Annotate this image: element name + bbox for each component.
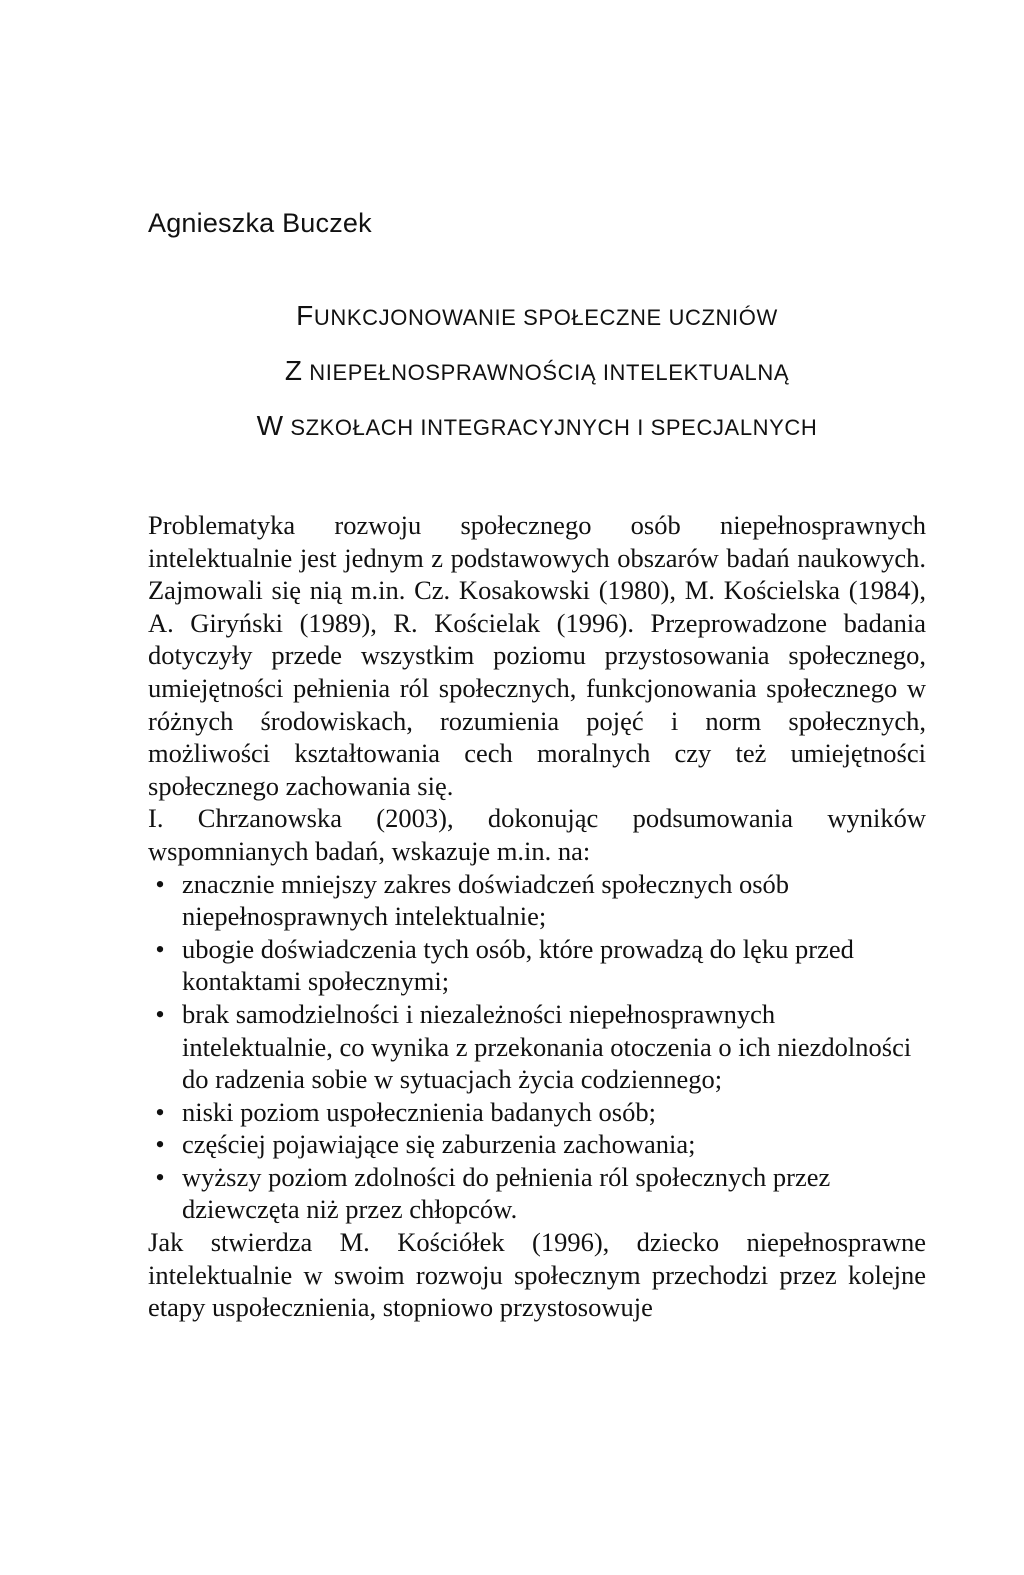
list-item-text: brak samodzielności i niezależności niepełnosprawnych intelektualnie, co wynika z przekonania otoczenia o ich niezdolności do radzenia sobie w sytuacjach życia codziennego; [182, 998, 912, 1095]
list-item [148, 1161, 926, 1226]
page [148, 0, 926, 1575]
list-item-text: ubogie doświadczenia tych osób, które prowadzą do lęku przed kontaktami społecznymi; [182, 933, 854, 997]
paragraph-1: Problematyka rozwoju społecznego osób niepełnosprawnych intelektualnie jest jednym z podstawowych obszarów badań naukowych. Zajmowali się nią m.in. Cz. Kosakowski (1980), M. Kościelska (1984), A. Giryński (1989), R. Kościelak (1996). Przeprowadzone badania dotyczyły przede wszystkim poziomu przystosowania społecznego, umiejętności pełnienia ról społecznych, funkcjonowania społecznego w różnych środowiskach, rozumienia pojęć i norm społecznych, możliwości kształtowania cech moralnych czy też umiejętności społecznego zachowania się. [148, 510, 926, 801]
article-title [148, 289, 926, 454]
paragraph-3: Jak stwierdza M. Kościółek (1996), dziecko niepełnosprawne intelektualnie w swoim rozwoju społecznym przechodzi przez kolejne etapy uspołecznienia, stopniowo przystosowuje [148, 1227, 926, 1323]
list-item [148, 998, 926, 1096]
list-item [148, 1128, 926, 1161]
findings-list [148, 868, 926, 1227]
list-item [148, 933, 926, 998]
list-item-text: niski poziom uspołecznienia badanych osób; [182, 1096, 656, 1127]
bullet-icon: • [155, 1096, 165, 1127]
article-body [148, 509, 926, 1324]
bullet-icon: • [155, 1161, 165, 1192]
bullet-icon: • [155, 868, 165, 899]
bullet-icon: • [155, 1129, 165, 1160]
list-item-text: znacznie mniejszy zakres doświadczeń społecznych osób niepełnosprawnych intelektualnie; [182, 868, 790, 932]
list-item-text: częściej pojawiające się zaburzenia zachowania; [182, 1129, 696, 1160]
list-item [148, 868, 926, 933]
bullet-icon: • [155, 933, 165, 964]
list-item [148, 1096, 926, 1129]
author-name: Agnieszka Buczek [148, 208, 372, 238]
list-item-text: wyższy poziom zdolności do pełnienia ról społecznych przez dziewczęta niż przez chłopców. [182, 1161, 831, 1225]
paragraph-2: I. Chrzanowska (2003), dokonując podsumowania wyników wspomnianych badań, wskazuje m.in. na: [148, 803, 926, 866]
title-line-3: W SZKOŁACH INTEGRACYJNYCH I SPECJALNYCH [256, 410, 818, 441]
title-line-1: FUNKCJONOWANIE SPOŁECZNE UCZNIÓW [296, 300, 778, 331]
title-line-2: Z NIEPEŁNOSPRAWNOŚCIĄ INTELEKTUALNĄ [284, 355, 790, 386]
bullet-icon: • [155, 998, 165, 1029]
